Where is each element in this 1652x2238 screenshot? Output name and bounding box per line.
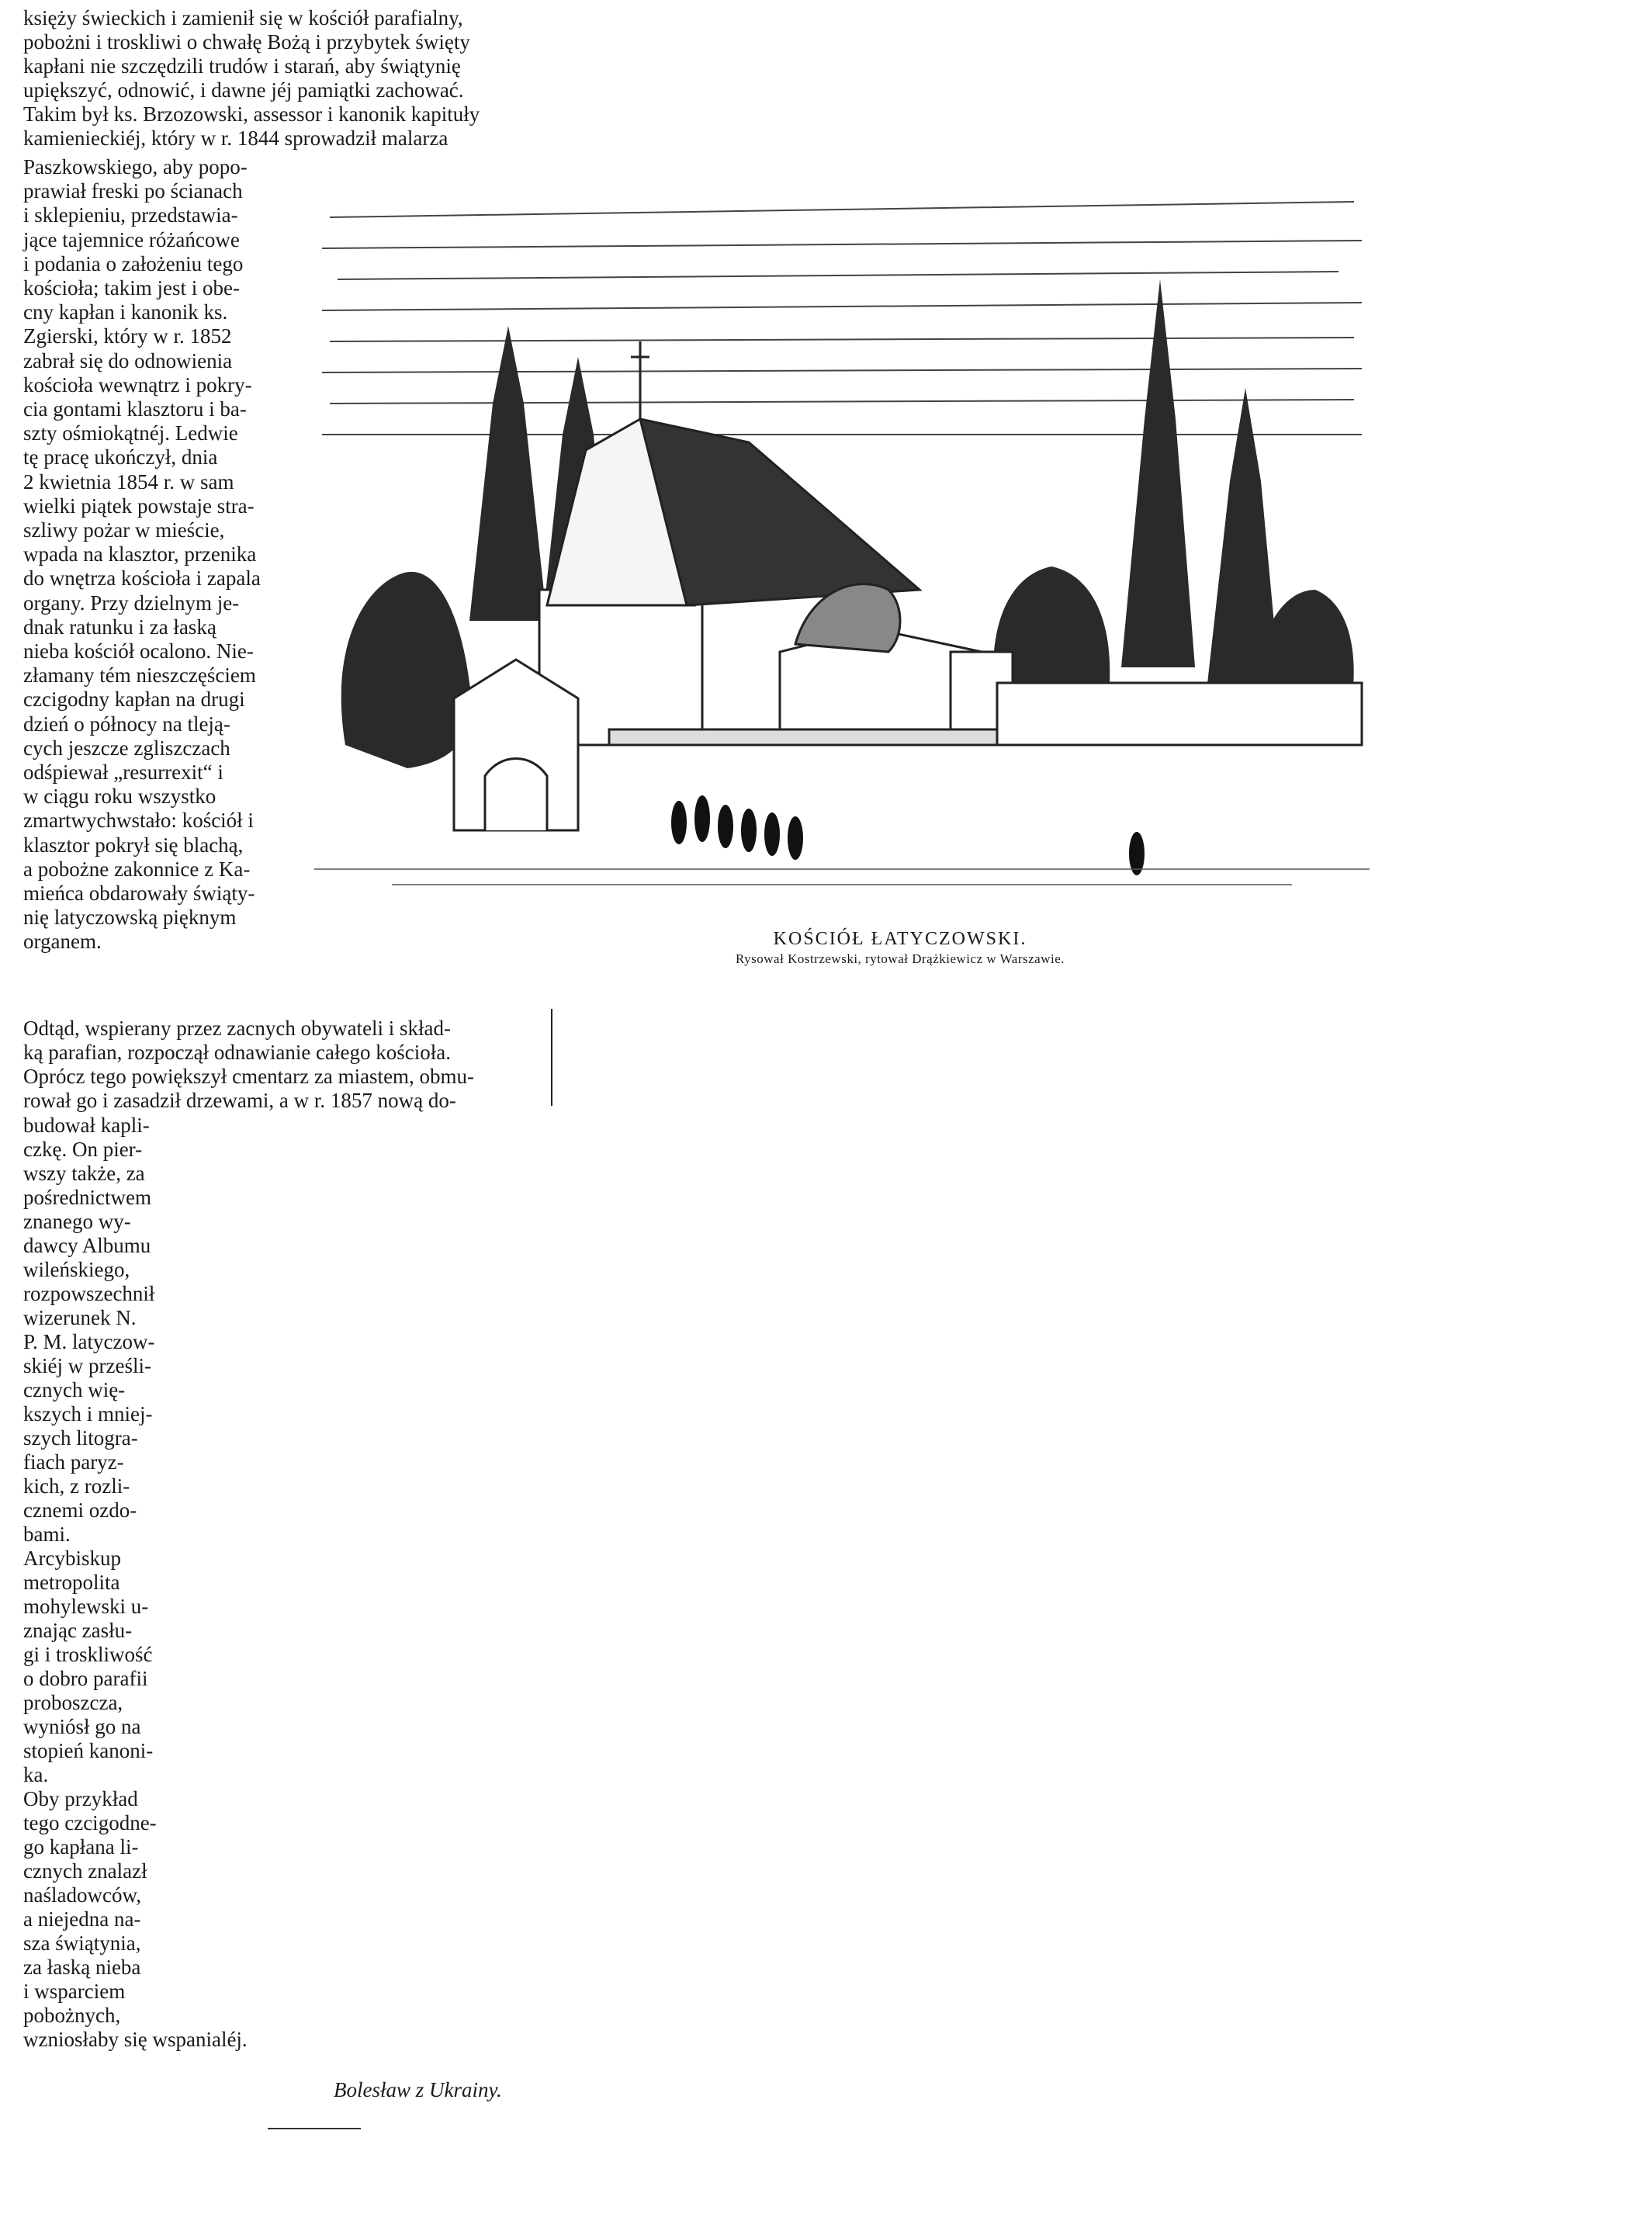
text-line: wszy także, za bbox=[23, 1162, 145, 1185]
text-line: rozpowszechnił bbox=[23, 1282, 155, 1305]
text-line: prawiał freski po ścianach bbox=[23, 179, 243, 203]
text-line: ką parafian, rozpoczął odnawianie całego kościoła. bbox=[23, 1041, 451, 1064]
text-line: dzień o północy na tleją- bbox=[23, 712, 230, 736]
text-line: kszych i mniej- bbox=[23, 1402, 153, 1426]
paragraph-bracket bbox=[551, 1009, 552, 1106]
text-line: proboszcza, bbox=[23, 1691, 123, 1714]
text-line: cych jeszcze zgliszczach bbox=[23, 736, 230, 760]
text-line: cznych wię- bbox=[23, 1378, 126, 1401]
text-line: mohylewski u- bbox=[23, 1595, 149, 1618]
text-line: pobożni i troskliwi o chwałę Bożą i przybytek święty bbox=[23, 30, 470, 54]
text-line: Arcybiskup bbox=[23, 1547, 121, 1570]
procession bbox=[671, 795, 1145, 875]
text-line: szliwy pożar w mieście, bbox=[23, 518, 225, 542]
text-line: a pobożne zakonnice z Ka- bbox=[23, 857, 251, 881]
text-line: o dobro parafii bbox=[23, 1667, 148, 1690]
text-line: kapłani nie szczędzili trudów i starań, aby świątynię bbox=[23, 54, 461, 78]
figure-credit: Rysował Kostrzewski, rytował Drążkiewicz w Warszawie. bbox=[736, 951, 1065, 966]
text-line: wyniósł go na bbox=[23, 1715, 141, 1738]
text-line: bami. bbox=[23, 1523, 71, 1546]
text-line: sza świątynia, bbox=[23, 1931, 141, 1955]
text-line: i wsparciem bbox=[23, 1980, 126, 2003]
text-line: naśladowców, bbox=[23, 1883, 141, 1907]
text-line: za łaską nieba bbox=[23, 1956, 141, 1979]
text-line: szty ośmiokątnéj. Ledwie bbox=[23, 421, 238, 445]
text-line: wpada na klasztor, przenika bbox=[23, 542, 257, 566]
text-line: Oby przykład bbox=[23, 1787, 138, 1810]
text-line: metropolita bbox=[23, 1571, 120, 1594]
text-line: cia gontami klasztoru i ba- bbox=[23, 397, 247, 421]
text-line: a niejedna na- bbox=[23, 1907, 141, 1931]
text-line: szych litogra- bbox=[23, 1426, 138, 1450]
text-line: zmartwychwstało: kościół i bbox=[23, 809, 254, 833]
text-line: nię latyczowską pięknym bbox=[23, 906, 237, 930]
text-line: stopień kanoni- bbox=[23, 1739, 154, 1762]
text-line: Zgierski, który w r. 1852 bbox=[23, 324, 232, 348]
text-line: czkę. On pier- bbox=[23, 1138, 143, 1161]
sky-hatching bbox=[322, 202, 1362, 435]
text-line: znanego wy- bbox=[23, 1210, 131, 1233]
text-line: mieńca obdarowały świąty- bbox=[23, 882, 255, 905]
text-line: Oprócz tego powiększył cmentarz za miastem, obmu- bbox=[23, 1065, 475, 1088]
text-line: cznych znalazł bbox=[23, 1859, 147, 1883]
end-rule bbox=[268, 2128, 361, 2129]
text-line: wzniosłaby się wspanialéj. bbox=[23, 2028, 248, 2051]
text-line: kamienieckiéj, który w r. 1844 sprowadził malarza bbox=[23, 126, 448, 150]
text-line: cny kapłan i kanonik ks. bbox=[23, 300, 228, 324]
text-line: do wnętrza kościoła i zapala bbox=[23, 566, 261, 591]
ground-hatching bbox=[314, 869, 1370, 885]
text-line: pobożnych, bbox=[23, 2004, 121, 2027]
text-line: organy. Przy dzielnym je- bbox=[23, 591, 240, 615]
text-line: w ciągu roku wszystko bbox=[23, 785, 216, 809]
text-line: tę pracę ukończył, dnia bbox=[23, 445, 218, 469]
text-line: kościoła; takim jest i obe- bbox=[23, 276, 240, 300]
text-line: P. M. latyczow- bbox=[23, 1330, 155, 1353]
text-line: wizerunek N. bbox=[23, 1306, 137, 1329]
text-line: wielki piątek powstaje stra- bbox=[23, 494, 255, 518]
text-line: klasztor pokrył się blachą, bbox=[23, 833, 244, 857]
text-line: organem. bbox=[23, 930, 102, 954]
text-line: i podania o założeniu tego bbox=[23, 251, 244, 275]
text-line: wileńskiego, bbox=[23, 1258, 130, 1281]
figure-title: KOŚCIÓŁ ŁATYCZOWSKI. bbox=[773, 929, 1027, 949]
text-line: dawcy Albumu bbox=[23, 1234, 151, 1257]
text-line: gi i troskliwość bbox=[23, 1643, 153, 1666]
text-line: 2 kwietnia 1854 r. w sam bbox=[23, 469, 234, 494]
text-line: skiéj w prześli- bbox=[23, 1354, 151, 1377]
text-line: tego czcigodne- bbox=[23, 1811, 157, 1834]
text-line: upiększyć, odnowić, i dawne jéj pamiątki zachować. bbox=[23, 78, 464, 102]
text-line: znając zasłu- bbox=[23, 1619, 133, 1642]
text-line: złamany tém nieszczęściem bbox=[23, 663, 256, 688]
church-engraving bbox=[314, 186, 1370, 923]
text-line: jące tajemnice różańcowe bbox=[23, 227, 240, 251]
text-line: Paszkowskiego, aby popo- bbox=[23, 155, 248, 178]
signature: Bolesław z Ukrainy. bbox=[334, 2078, 502, 2101]
text-line: fiach paryz- bbox=[23, 1450, 124, 1474]
text-line: ka. bbox=[23, 1763, 49, 1786]
text-line: i sklepieniu, przedstawia- bbox=[23, 203, 238, 227]
text-line: Odtąd, wspierany przez zacnych obywateli i skład- bbox=[23, 1017, 452, 1040]
text-line: pośrednictwem bbox=[23, 1186, 151, 1209]
text-line: kich, z rozli- bbox=[23, 1474, 130, 1498]
text-line: go kapłana li- bbox=[23, 1835, 139, 1859]
text-line: zabrał się do odnowienia bbox=[23, 348, 233, 372]
text-line: księży świeckich i zamienił się w kościół parafialny, bbox=[23, 6, 463, 29]
text-line: cznemi ozdo- bbox=[23, 1498, 137, 1522]
text-line: dnak ratunku i za łaską bbox=[23, 615, 216, 639]
text-line: rował go i zasadził drzewami, a w r. 1857 nową do- bbox=[23, 1089, 456, 1112]
text-line: nieba kościół ocalono. Nie- bbox=[23, 639, 254, 663]
text-line: budował kapli- bbox=[23, 1114, 150, 1137]
text-line: czcigodny kapłan na drugi bbox=[23, 688, 245, 712]
text-line: kościoła wewnątrz i pokry- bbox=[23, 372, 252, 397]
text-line: odśpiewał „resurrexit“ i bbox=[23, 760, 223, 784]
text-line: Takim był ks. Brzozowski, assessor i kanonik kapituły bbox=[23, 102, 480, 126]
